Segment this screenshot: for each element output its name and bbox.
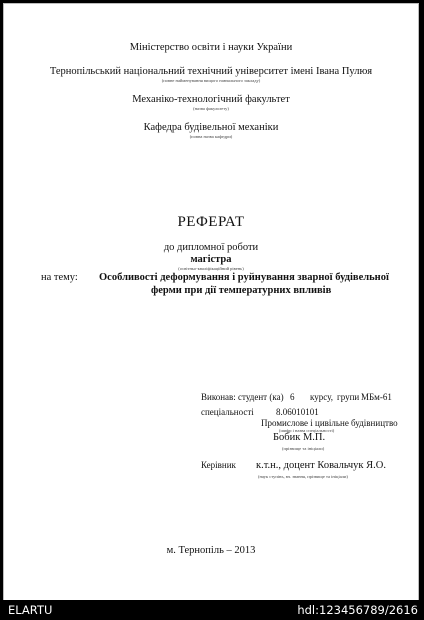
group-label: групи — [337, 392, 360, 402]
course-label: курсу, — [310, 392, 333, 402]
handle-label[interactable]: hdl:123456789/2616 — [297, 603, 418, 617]
department-name: Кафедра будівельної механіки — [143, 122, 279, 133]
repository-label: ELARTU — [8, 603, 53, 617]
viewer-status-bar — [0, 600, 424, 620]
document-page — [3, 3, 419, 601]
supervisor-label: Керівник — [201, 460, 236, 470]
supervisor-note: (наук ступінь, вч. звання, прізвище та ініціали) — [258, 474, 348, 479]
document-subtitle: до дипломної роботи — [163, 242, 259, 253]
document-title: РЕФЕРАТ — [177, 214, 245, 230]
university-name: Тернопільський національний технічний університет імені Івана Пулюя — [49, 66, 373, 77]
supervisor-name: к.т.н., доцент Ковальчук Я.О. — [256, 460, 386, 471]
university-note: (повне найменування вищого навчального закладу) — [161, 78, 261, 83]
degree-level: магістра — [190, 254, 232, 265]
faculty-note: (назва факультету) — [193, 106, 229, 111]
specialty-label: спеціальності — [201, 407, 254, 417]
topic-line-2: ферми при дії температурних впливів — [151, 285, 332, 296]
degree-level-note: (освітньо-кваліфікаційний рівень) — [178, 266, 244, 271]
ministry-name: Міністерство освіти і науки України — [129, 42, 293, 53]
specialty-code: 8.06010101 — [276, 407, 319, 417]
faculty-name: Механіко-технологічний факультет — [132, 94, 290, 105]
topic-line-1: Особливості деформування і руйнування зварної будівельної — [99, 272, 389, 283]
city-year: м. Тернопіль – 2013 — [166, 545, 256, 556]
performer-label: Виконав: студент (ка) — [201, 392, 284, 402]
department-note: (повна назва кафедри) — [189, 134, 233, 139]
course-number: 6 — [290, 392, 295, 402]
specialty-name: Промислове і цивільне будівництво — [261, 418, 398, 428]
topic-label: на тему: — [41, 272, 78, 283]
student-name: Бобик М.П. — [273, 432, 326, 443]
student-note: (прізвище та ініціали) — [282, 446, 325, 451]
specialty-note: (шифр і назва спеціальності) — [279, 428, 335, 433]
group-name: МБм-61 — [361, 392, 392, 402]
